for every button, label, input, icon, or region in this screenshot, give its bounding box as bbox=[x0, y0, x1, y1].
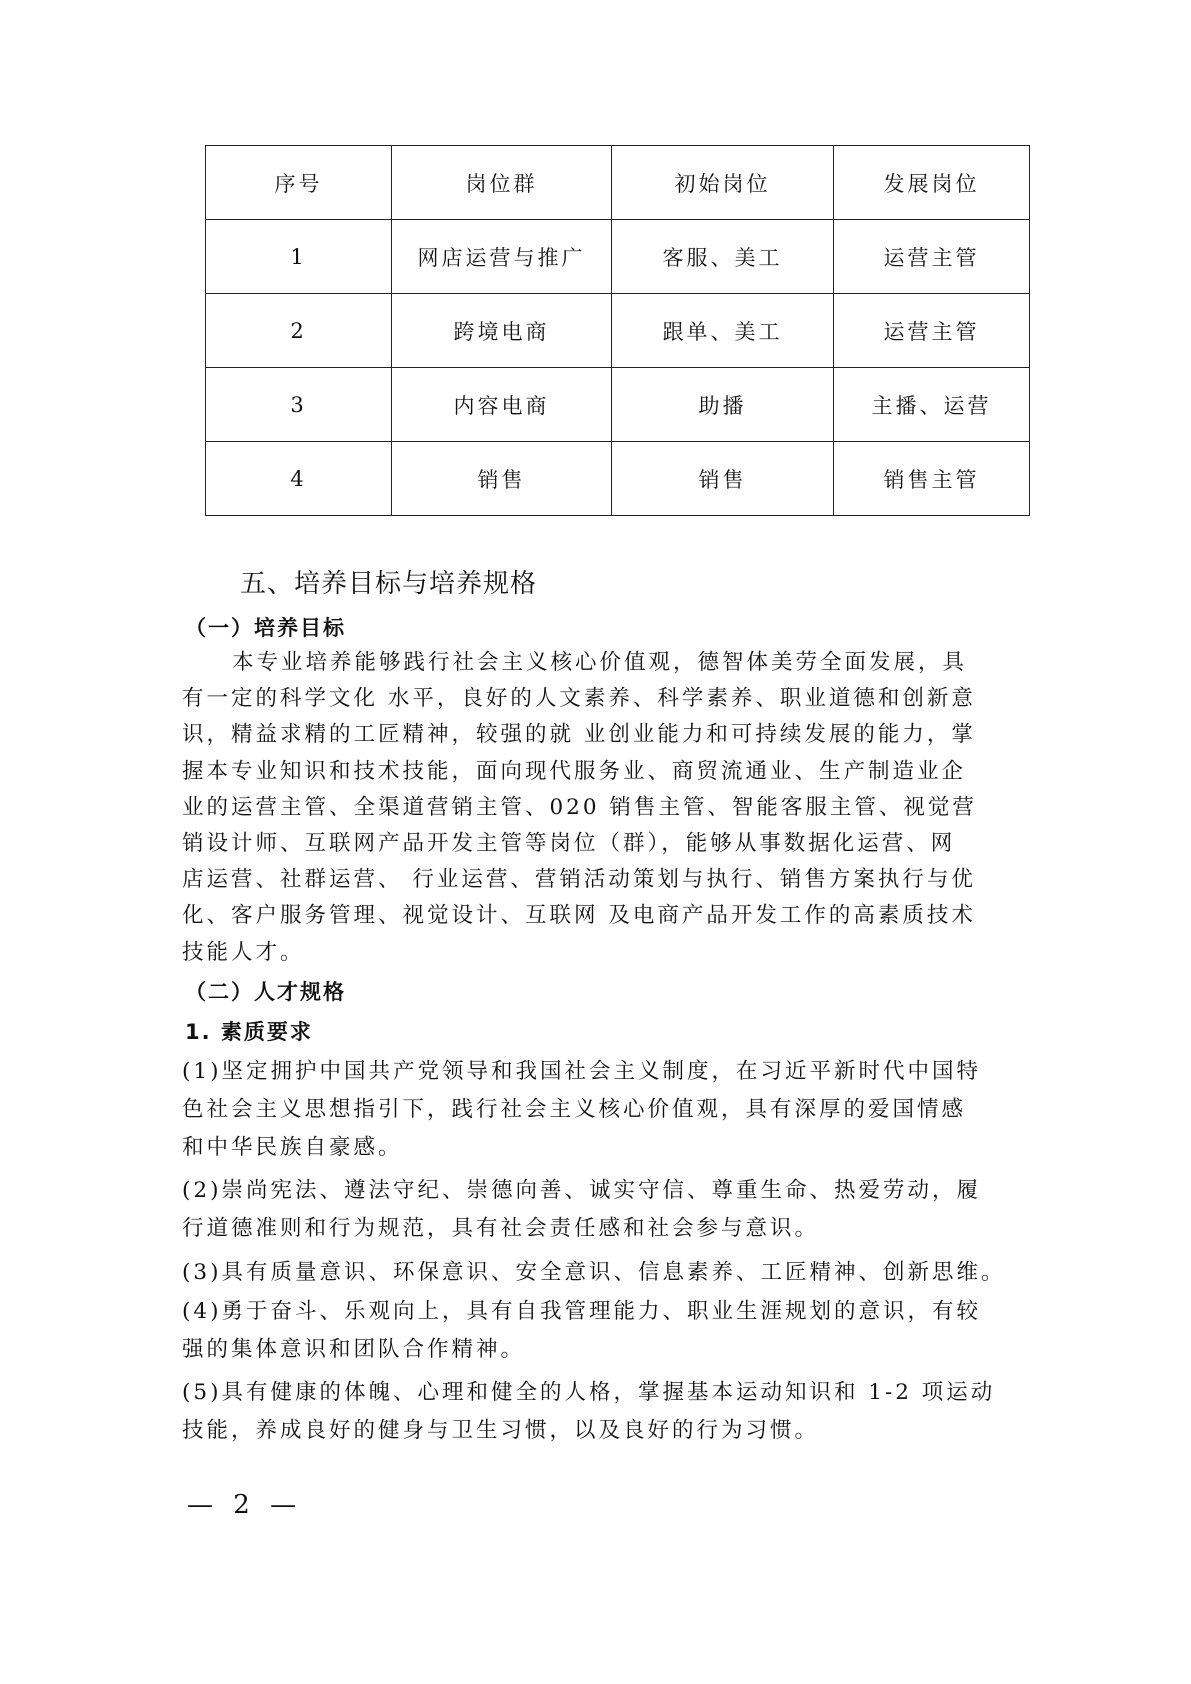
requirement-line: 色社会主义思想指引下，践行社会主义核心价值观，具有深厚的爱国情感 bbox=[182, 1097, 967, 1122]
job-positions-table bbox=[205, 145, 1030, 516]
table-cell: 销售 bbox=[392, 442, 612, 516]
table-cell: 3 bbox=[206, 368, 392, 442]
paragraph-line: 握本专业知识和技术技能，面向现代服务业、商贸流通业、生产制造业企 bbox=[182, 758, 967, 784]
requirement-line: 和中华民族自豪感。 bbox=[182, 1135, 403, 1160]
requirement-item bbox=[182, 1172, 1004, 1248]
header-cell-initial: 初始岗位 bbox=[612, 146, 834, 220]
header-cell-index: 序号 bbox=[206, 146, 392, 220]
goals-paragraph bbox=[182, 645, 1000, 971]
subsection-heading-specs: （二）人才规格 bbox=[185, 980, 346, 1004]
table-cell: 4 bbox=[206, 442, 392, 516]
table-cell: 2 bbox=[206, 294, 392, 368]
table-row bbox=[206, 220, 1030, 294]
requirement-line: (5)具有健康的体魄、心理和健全的人格，掌握基本运动知识和 1-2 项运动 bbox=[182, 1380, 996, 1405]
paragraph-line: 业的运营主管、全渠道营销主管、020 销售主管、智能客服主管、视觉营 bbox=[182, 794, 977, 820]
paragraph-line: 化、客户服务管理、视觉设计、互联网 及电商产品开发工作的高素质技术 bbox=[182, 903, 976, 929]
requirement-line: 技能，养成良好的健身与卫生习惯，以及良好的行为习惯。 bbox=[182, 1418, 820, 1443]
requirement-line: (4)勇于奋斗、乐观向上，具有自我管理能力、职业生涯规划的意识，有较 bbox=[182, 1299, 981, 1324]
table-cell: 销售 bbox=[612, 442, 834, 516]
subsection-heading-goals: （一）培养目标 bbox=[185, 616, 346, 640]
table-header-row bbox=[206, 146, 1030, 220]
header-cell-group: 岗位群 bbox=[392, 146, 612, 220]
table-cell: 运营主管 bbox=[834, 220, 1030, 294]
table-row bbox=[206, 368, 1030, 442]
table-cell: 跟单、美工 bbox=[612, 294, 834, 368]
table-row bbox=[206, 442, 1030, 516]
requirement-line: (2)崇尚宪法、遵法守纪、崇德向善、诚实守信、尊重生命、热爱劳动，履 bbox=[182, 1178, 981, 1203]
header-cell-development: 发展岗位 bbox=[834, 146, 1030, 220]
page-number: — 2 — bbox=[187, 1490, 303, 1520]
table-row bbox=[206, 294, 1030, 368]
requirement-line: (1)坚定拥护中国共产党领导和我国社会主义制度，在习近平新时代中国特 bbox=[182, 1059, 981, 1084]
requirement-line: 强的集体意识和团队合作精神。 bbox=[182, 1337, 526, 1362]
requirement-line: (3)具有质量意识、环保意识、安全意识、信息素养、工匠精神、创新思维。 bbox=[182, 1260, 1006, 1285]
paragraph-line: 技能人才。 bbox=[182, 939, 305, 965]
paragraph-line: 销设计师、互联网产品开发主管等岗位（群），能够从事数据化运营、网 bbox=[182, 831, 956, 857]
paragraph-line: 识，精益求精的工匠精神，较强的就 业创业能力和可持续发展的能力，掌 bbox=[182, 722, 976, 748]
section-title: 五、培养目标与培养规格 bbox=[240, 569, 538, 599]
paragraph-line: 本专业培养能够践行社会主义核心价值观，德智体美劳全面发展，具 bbox=[232, 650, 968, 675]
requirement-line: 行道德准则和行为规范，具有社会责任感和社会参与意识。 bbox=[182, 1216, 820, 1241]
paragraph-line: 有一定的科学文化 水平，良好的人文素养、科学素养、职业道德和创新意 bbox=[182, 686, 976, 712]
table-cell: 内容电商 bbox=[392, 368, 612, 442]
table-cell: 主播、运营 bbox=[834, 368, 1030, 442]
table-cell: 网店运营与推广 bbox=[392, 220, 612, 294]
requirement-item bbox=[182, 1254, 1004, 1292]
table-cell: 客服、美工 bbox=[612, 220, 834, 294]
requirement-item bbox=[182, 1374, 1004, 1450]
requirement-item bbox=[182, 1053, 1004, 1167]
requirement-item bbox=[182, 1293, 1004, 1369]
table-cell: 销售主管 bbox=[834, 442, 1030, 516]
table-cell: 运营主管 bbox=[834, 294, 1030, 368]
item-heading-quality: 1. 素质要求 bbox=[185, 1020, 313, 1044]
table-cell: 助播 bbox=[612, 368, 834, 442]
table-cell: 1 bbox=[206, 220, 392, 294]
paragraph-line: 店运营、社群运营、 行业运营、营销活动策划与执行、销售方案执行与优 bbox=[182, 867, 976, 893]
table-cell: 跨境电商 bbox=[392, 294, 612, 368]
